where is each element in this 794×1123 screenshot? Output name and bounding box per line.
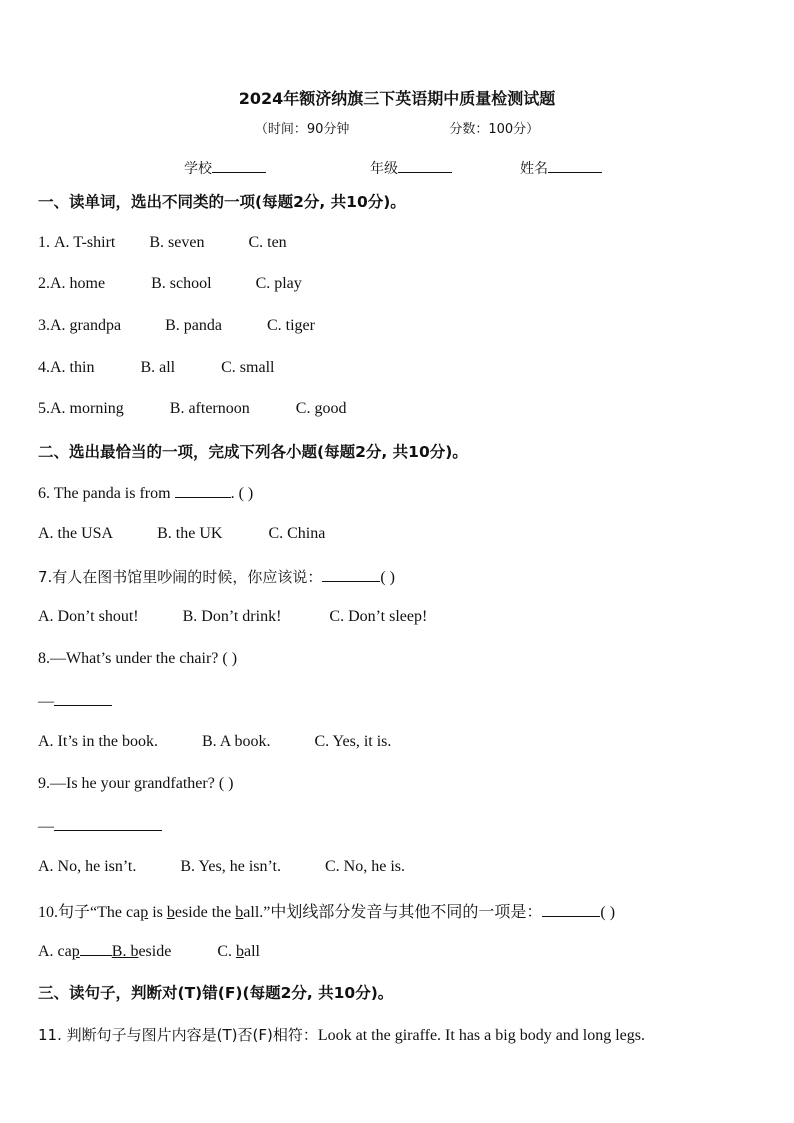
answer-blank[interactable]	[54, 691, 112, 706]
school-field: 学校	[184, 158, 266, 178]
question-10-options	[38, 941, 260, 961]
option-a: A. Don’t shout!	[38, 608, 139, 625]
question-8-options	[38, 733, 391, 751]
question-6: 6. The panda is from . ( )	[38, 485, 254, 502]
question-9-options	[38, 858, 405, 876]
option-underline	[80, 941, 112, 956]
question-7-options	[38, 608, 427, 626]
name-field: 姓名	[520, 158, 602, 178]
option-c: C. small	[221, 359, 275, 376]
question-5: 5.A. morning B. afternoon C. good	[38, 400, 347, 417]
option-a: A. T-shirt	[54, 234, 116, 251]
question-4: 4.A. thin B. all C. small	[38, 359, 275, 376]
option-a: A. It’s in the book.	[38, 733, 158, 750]
option-b: B. school	[151, 275, 212, 292]
question-1: 1. A. T-shirt B. seven C. ten	[38, 234, 287, 251]
option-b: B. the UK	[157, 525, 223, 542]
question-6-options	[38, 525, 325, 543]
grade-field: 年级	[370, 158, 452, 178]
option-b: B. Don’t drink!	[182, 608, 282, 625]
question-11: 11. 判断句子与图片内容是(T)否(F)相符：Look at the giraffe. It has a big body and long legs.	[38, 1026, 646, 1044]
answer-blank[interactable]	[175, 483, 231, 498]
page-title: 2024年额济纳旗三下英语期中质量检测试题	[238, 89, 556, 108]
option-a: A. No, he isn’t.	[38, 858, 137, 875]
time-label: （时间：90分钟	[254, 122, 350, 137]
answer-blank[interactable]	[542, 902, 600, 917]
question-2: 2.A. home B. school C. play	[38, 275, 302, 292]
option-c: C. ten	[248, 234, 287, 251]
exam-meta	[0, 118, 794, 137]
answer-blank[interactable]	[54, 816, 162, 831]
option-a: A. home	[50, 275, 106, 292]
option-c: C. China	[268, 525, 326, 542]
question-8-answer: —	[38, 691, 112, 711]
answer-blank[interactable]	[322, 567, 380, 582]
option-a: A. morning	[50, 400, 124, 417]
question-9: 9.—Is he your grandfather? ( )	[38, 775, 234, 792]
option-a: A. cap	[38, 943, 80, 960]
option-c: C. Yes, it is.	[314, 733, 392, 750]
option-c: C. ball	[217, 943, 260, 960]
option-b: B. Yes, he isn’t.	[180, 858, 281, 875]
option-c: C. tiger	[266, 317, 315, 334]
name-blank[interactable]	[548, 158, 602, 173]
option-c: C. Don’t sleep!	[329, 608, 428, 625]
option-b: B. seven	[149, 234, 205, 251]
option-b: B. beside	[111, 943, 172, 960]
option-a: A. grandpa	[50, 317, 122, 334]
option-a: A. thin	[50, 359, 95, 376]
option-c: C. play	[255, 275, 302, 292]
section2-heading: 二、选出最恰当的一项，完成下列各小题(每题2分, 共10分)。	[38, 443, 468, 461]
option-b: B. A book.	[202, 733, 271, 750]
score-label: 分数：100分）	[449, 122, 540, 137]
school-blank[interactable]	[212, 158, 266, 173]
section3-heading: 三、读句子，判断对(T)错(F)(每题2分, 共10分)。	[38, 984, 394, 1002]
question-3: 3.A. grandpa B. panda C. tiger	[38, 317, 315, 334]
question-7: 7.有人在图书馆里吵闹的时候，你应该说： ( )	[38, 568, 395, 586]
option-b: B. panda	[165, 317, 222, 334]
option-b: B. all	[140, 359, 176, 376]
question-8: 8.—What’s under the chair? ( )	[38, 650, 238, 667]
option-c: C. No, he is.	[325, 858, 405, 875]
grade-blank[interactable]	[398, 158, 452, 173]
question-9-answer: —	[38, 816, 162, 836]
option-a: A. the USA	[38, 525, 114, 542]
question-10: 10.句子“The cap is beside the ball.”中划线部分发音与其他不同的一项是： ( )	[38, 904, 616, 921]
option-b: B. afternoon	[169, 400, 250, 417]
option-c: C. good	[295, 400, 347, 417]
section1-heading: 一、读单词，选出不同类的一项(每题2分, 共10分)。	[38, 193, 406, 211]
